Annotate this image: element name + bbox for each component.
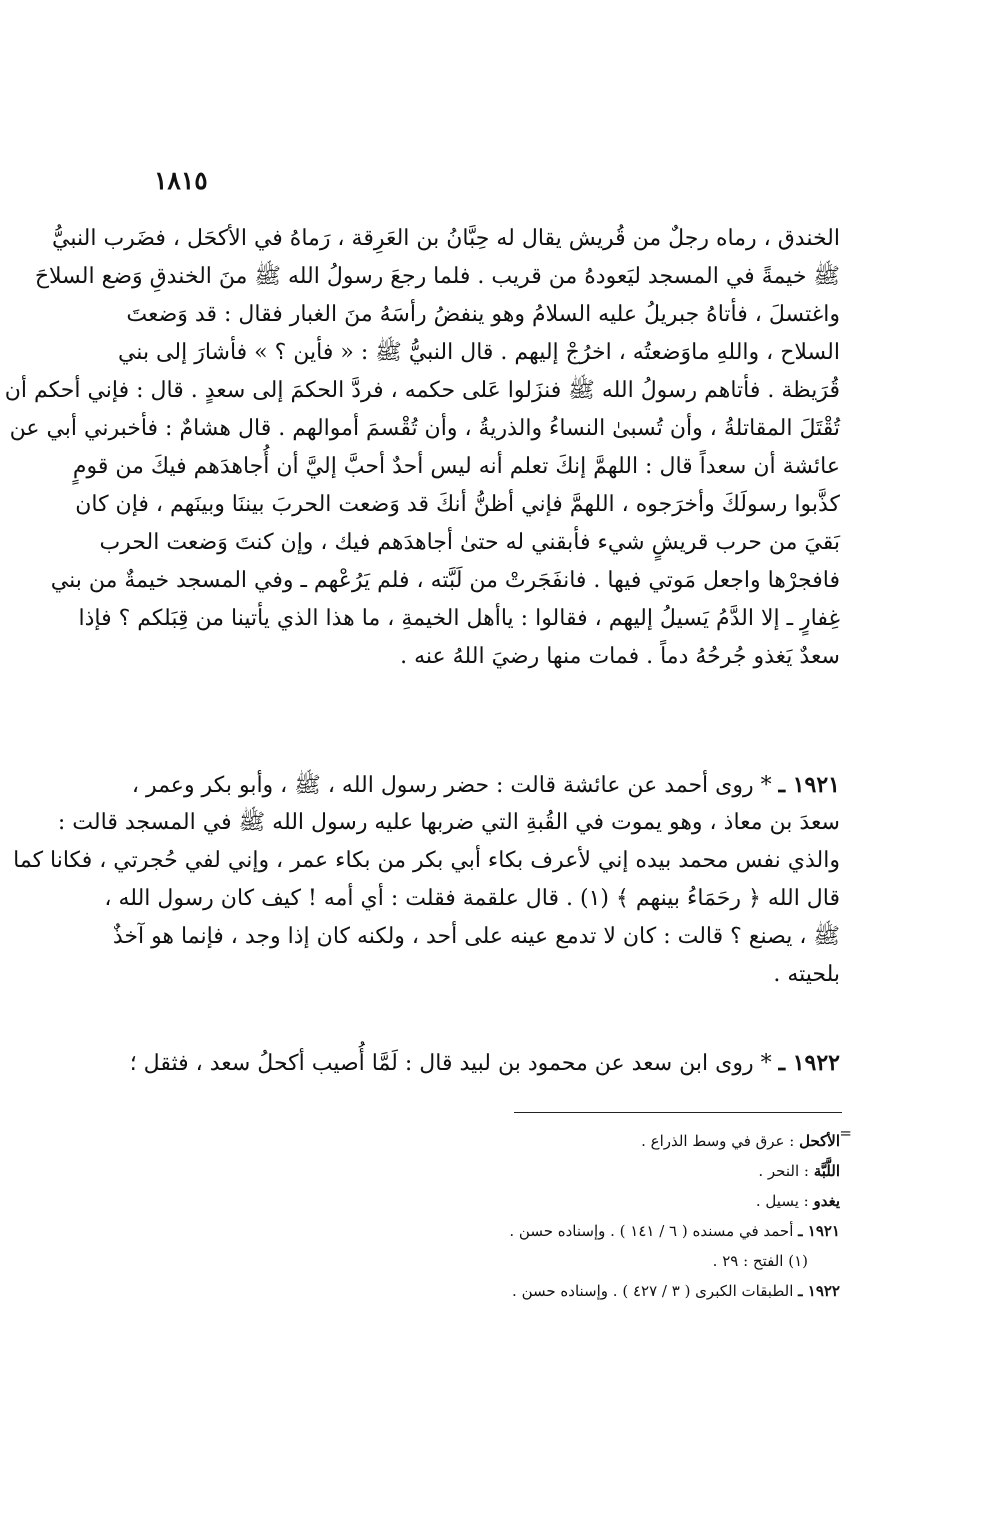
footnote-term: ١٩٢١ ـ [798,1222,840,1240]
continuation-marker: = [839,1124,852,1142]
footnote [420,1186,840,1216]
text-line: والذي نفس محمد بيده إني لأعرف بكاء أبي بكر من بكاء عمر ، وإني لفي حُجرتي ، فكانا كما [13,848,840,873]
hadith-number: ١٩٢١ ـ [778,772,840,798]
footnote-text: : عرق في وسط الذراع . [641,1132,800,1150]
footnote [420,1156,840,1186]
footnote-term: يغدو [813,1192,840,1210]
text-line: سعدَ بن معاذ ، وهو يموت في القُبةِ التي ضربها عليه رسول الله ﷺ في المسجد قالت : [57,810,840,835]
footnote [420,1126,840,1156]
footnote-term: الأكحل [799,1132,840,1150]
hadith-number: ١٩٢٢ ـ [778,1050,840,1076]
text-span: * روى ابن سعد عن محمود بن لبيد قال : لَمَّا أُصيب أكحلُ سعد ، فثقل ؛ [129,1051,772,1076]
footnote-text: : يسيل . [755,1192,814,1210]
footnote-text: (١) الفتح : ٢٩ . [712,1252,808,1270]
footnote-term: اللَّبَّة [813,1162,840,1180]
text-line: واغتسلَ ، فأتاهُ جبريلُ عليه السلامُ وهو ينفضُ رأسَهُ منَ الغبار فقال : قد وَضعتَ [126,302,840,327]
hadith-1921 [13,766,840,994]
page-number: ١٨١٥ [154,166,208,195]
text-line: قال الله ﴿ رحَمَاءُ بينهم ﴾ (١) . قال علقمة فقلت : أي أمه ! كيف كان رسول الله ، [104,886,840,911]
text-line: كذَّبوا رسولَكَ وأخرَجوه ، اللهمَّ فإني أظنُّ أنكَ قد وَضعت الحربَ بيننَا وبينَهم ، فإن كان [75,492,840,517]
footnote-term: ١٩٢٢ ـ [798,1282,840,1300]
text-line: تُقْتَلَ المقاتلةُ ، وأن تُسبىٰ النساءُ والذريةُ ، وأن تُقْسمَ أموالهم . قال هشامٌ : فأخبرني أبي عن [9,416,840,441]
text-line: فافجرْها واجعل مَوتي فيها . فانفَجَرتْ من لَبَّته ، فلم يَرُعْهم ـ وفي المسجد خيمةٌ من بني [50,568,840,593]
footnote-text: : النحر . [758,1162,814,1180]
text-line: ﷺ خيمةً في المسجد ليَعودهُ من قريب . فلما رجعَ رسولُ الله ﷺ منَ الخندقِ وَضع السلاحَ [34,264,840,289]
footnotes [420,1124,852,1306]
text-line: الخندق ، رماه رجلٌ من قُريش يقال له حِبَّانُ بن العَرِقة ، رَماهُ في الأكحَل ، فضَرب النبيُّ [52,226,840,251]
footnote [420,1216,840,1246]
text-line: غِفارٍ ـ إلا الدَّمُ يَسيلُ إليهم ، فقالوا : ياأهل الخيمةِ ، ما هذا الذي يأتينا من قِبَلكم ؟ فإذا [78,606,840,631]
footnote [420,1246,840,1276]
footnote-separator [514,1112,842,1113]
text-line [131,766,840,804]
text-line: بَقيَ من حرب قريشٍ شيء فأبقني له حتىٰ أجاهدَهم فيك ، وإن كنتَ وَضعت الحرب [99,530,840,555]
text-line [129,1044,840,1082]
text-span: * روى أحمد عن عائشة قالت : حضر رسول الله ، ﷺ ، وأبو بكر وعمر ، [131,773,772,798]
text-line: ﷺ ، يصنع ؟ قالت : كان لا تدمع عينه على أحد ، ولكنه كان إذا وجد ، فإنما هو آخذٌ [112,924,840,949]
text-line: السلاح ، واللهِ ماوَضعتُه ، اخرُجْ إليهم . قال النبيُّ ﷺ : « فأين ؟ » فأشارَ إلى بني [117,340,840,365]
hadith-1922 [129,1044,840,1082]
paragraph-continuation [4,220,840,676]
footnote-text: الطبقات الكبرى ( ٣ / ٤٢٧ ) . وإسناده حسن . [512,1282,799,1300]
text-line: سعدٌ يَغذو جُرحُهُ دماً . فمات منها رضيَ اللهُ عنه . [400,644,840,669]
footnote-text: أحمد في مسنده ( ٦ / ١٤١ ) . وإسناده حسن . [509,1222,799,1240]
text-line: قُرَيظة . فأتاهم رسولُ الله ﷺ فنزَلوا عَلى حكمه ، فردَّ الحكمَ إلى سعدٍ . قال : فإني أحكم أن [4,378,840,403]
footnote [420,1276,840,1306]
text-line: بلحيته . [773,962,840,987]
text-line: عائشة أن سعداً قال : اللهمَّ إنكَ تعلم أنه ليس أحدٌ أحبَّ إليَّ أن أُجاهدَهم فيكَ من قومٍ [72,454,840,479]
